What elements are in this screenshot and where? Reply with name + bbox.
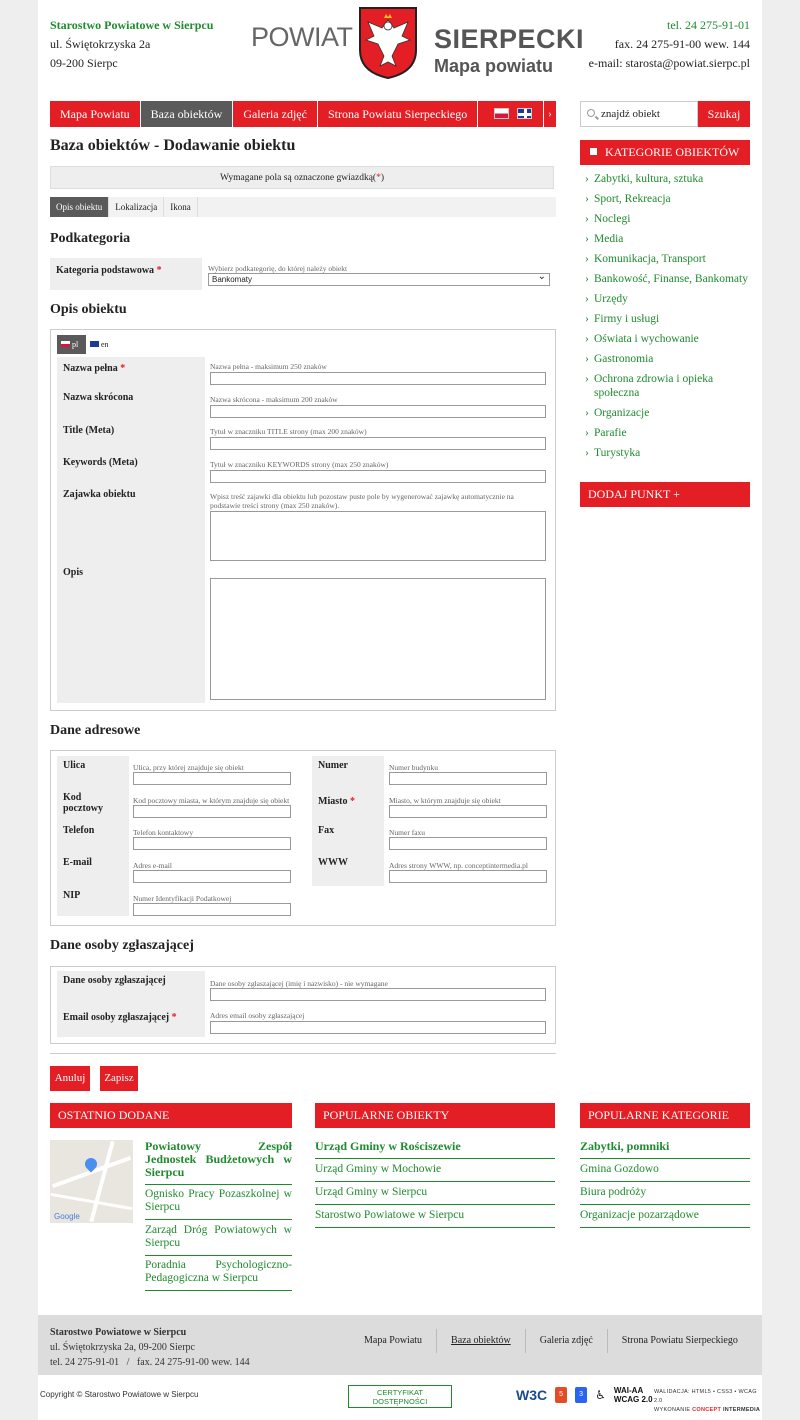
desc-label: Opis (63, 567, 84, 578)
popular-object-item[interactable]: Urząd Gminy w Sierpcu (315, 1186, 555, 1205)
address-heading: Dane adresowe (50, 723, 141, 738)
header-contact-left (50, 16, 213, 73)
save-button[interactable]: Zapisz (100, 1066, 138, 1091)
city-label: Miasto * (318, 796, 355, 807)
full-name-hint: Nazwa pełna - maksimum 250 znaków (210, 362, 327, 371)
html5-icon[interactable]: 5 (555, 1387, 567, 1403)
zip-label: Kod pocztowy (63, 792, 103, 814)
footer-phones: tel. 24 275-91-01 / fax. 24 275-91-00 wew. 144 (50, 1357, 250, 1368)
street-hint: Ulica, przy której znajduje się obiekt (133, 763, 244, 772)
header-email[interactable]: e-mail: starosta@powiat.sierpc.pl (588, 56, 750, 70)
category-item[interactable]: › Noclegi (580, 212, 750, 226)
number-label: Numer (318, 760, 348, 771)
reporter-email-label: Email osoby zgłaszającej * (63, 1012, 177, 1023)
footer-org-name: Starostwo Powiatowe w Sierpcu (50, 1327, 187, 1338)
short-name-input[interactable] (210, 405, 546, 418)
category-item[interactable]: › Komunikacja, Transport (580, 252, 750, 266)
search-button[interactable]: Szukaj (698, 101, 750, 127)
city-input[interactable] (389, 805, 547, 818)
recent-header: OSTATNIO DODANE (50, 1103, 292, 1128)
reporter-name-input[interactable] (210, 988, 546, 1001)
wai-aa-badge[interactable]: WAI-AA WCAG 2.0 (613, 1386, 653, 1404)
header-org-name[interactable]: Starostwo Powiatowe w Sierpcu (50, 18, 214, 32)
categories-list (580, 172, 750, 466)
categories-header (580, 140, 750, 165)
nav-item-strona[interactable]: Strona Powiatu Sierpeckiego (318, 101, 478, 127)
nip-input[interactable] (133, 903, 291, 916)
logo-mapa-text[interactable]: Mapa powiatu (434, 56, 554, 76)
short-name-hint: Nazwa skrócona - maksimum 200 znaków (210, 395, 338, 404)
street-label: Ulica (63, 760, 86, 771)
www-hint: Adres strony WWW, np. conceptintermedia.pl (389, 861, 528, 870)
nav-next-arrow-icon[interactable]: › (543, 101, 556, 127)
phone-label: Telefon (63, 825, 95, 836)
category-item[interactable]: › Gastronomia (580, 352, 750, 366)
popular-categories-header: POPULARNE KATEGORIE (580, 1103, 750, 1128)
category-item[interactable]: › Parafie (580, 426, 750, 440)
email-input[interactable] (133, 870, 291, 883)
description-labels-column (57, 357, 205, 703)
subcategory-heading: Podkategoria (50, 231, 131, 246)
popular-object-item[interactable]: Urząd Gminy w Rościszewie (315, 1140, 555, 1159)
category-item[interactable]: › Media (580, 232, 750, 246)
email-label: E-mail (63, 857, 92, 868)
meta-keywords-label: Keywords (Meta) (63, 457, 138, 468)
phone-hint: Telefon kontaktowy (133, 828, 194, 837)
fax-hint: Numer faxu (389, 828, 426, 837)
fax-label: Fax (318, 825, 335, 836)
search-placeholder: znajdź obiekt (601, 108, 660, 120)
flag-pl-icon[interactable] (494, 108, 509, 119)
required-note: Wymagane pola są oznaczone gwiazdką(*) (50, 166, 554, 189)
recent-item[interactable]: Zarząd Dróg Powiatowych w Sierpcu (145, 1224, 292, 1256)
category-item[interactable]: › Sport, Rekreacja (580, 192, 750, 206)
lang-tab-pl[interactable]: pl (57, 335, 86, 354)
reporter-name-label: Dane osoby zgłaszającej (63, 975, 166, 986)
street-input[interactable] (133, 772, 291, 785)
add-point-button[interactable]: DODAJ PUNKT + (580, 482, 750, 507)
subcategory-label: Kategoria podstawowa * (50, 258, 202, 290)
category-item[interactable]: › Zabytki, kultura, sztuka (580, 172, 750, 186)
validation-line: WALIDACJA: HTML5 • CSS3 • WCAG 2.0 (654, 1389, 757, 1404)
categories-title: KATEGORIE OBIEKTÓW (605, 145, 740, 159)
email-hint: Adres e-mail (133, 861, 172, 870)
tab-lokalizacja[interactable]: Lokalizacja (109, 197, 164, 217)
accessibility-certificate-badge[interactable]: CERTYFIKAT DOSTĘPNOŚCI (348, 1385, 452, 1408)
validation-badges (516, 1386, 653, 1404)
teaser-hint: Wpisz treść zajawki dla obiektu lub pozostaw puste pole by wygenerować zajawkę automatycznie na podstawie treści strony (max 250 znaków). (210, 492, 514, 510)
meta-title-label: Title (Meta) (63, 425, 115, 436)
nip-hint: Numer Identyfikacji Podatkowej (133, 894, 232, 903)
city-hint: Miasto, w którym znajduje się obiekt (389, 796, 501, 805)
popular-category-item[interactable]: Zabytki, pomniki (580, 1140, 750, 1159)
page-title: Baza obiektów - Dodawanie obiektu (50, 137, 296, 154)
square-bullet-icon (590, 148, 597, 155)
recent-map-thumbnail[interactable] (50, 1140, 133, 1223)
meta-title-hint: Tytuł w znaczniku TITLE strony (max 200 znaków) (210, 427, 367, 436)
made-by-line[interactable]: WYKONANIE CONCEPT INTERMEDIA (654, 1407, 761, 1413)
full-name-input[interactable] (210, 372, 546, 385)
footer-nav-galeria[interactable]: Galeria zdjęć (526, 1329, 608, 1353)
category-item[interactable]: › Organizacje (580, 406, 750, 420)
logo-powiat-text[interactable]: POWIAT (251, 22, 353, 52)
zip-hint: Kod pocztowy miasta, w którym znajduje się obiekt (133, 796, 290, 805)
www-input[interactable] (389, 870, 547, 883)
desc-textarea[interactable] (210, 578, 546, 700)
meta-keywords-hint: Tytuł w znaczniku KEYWORDS strony (max 250 znaków) (210, 460, 389, 469)
footer-address: ul. Świętokrzyska 2a, 09-200 Sierpc (50, 1342, 195, 1353)
header-contact-right (589, 16, 750, 73)
nip-label: NIP (63, 890, 81, 901)
copyright: Copyright © Starostwo Powiatowe w Sierpcu (40, 1390, 199, 1399)
header-city: 09-200 Sierpc (50, 56, 118, 70)
number-input[interactable] (389, 772, 547, 785)
full-name-label: Nazwa pełna * (63, 363, 126, 374)
wheelchair-icon: ♿ (595, 1388, 606, 1402)
header-street: ul. Świętokrzyska 2a (50, 37, 151, 51)
header-fax: fax. 24 275-91-00 wew. 144 (614, 37, 750, 51)
language-flags (494, 108, 532, 119)
popular-category-item[interactable]: Organizacje pozarządowe (580, 1209, 750, 1228)
fax-input[interactable] (389, 837, 547, 850)
tab-opis[interactable]: Opis obiektu (50, 197, 109, 217)
footer-nav-mapa[interactable]: Mapa Powiatu (350, 1329, 437, 1353)
category-item[interactable]: › Urzędy (580, 292, 750, 306)
teaser-textarea[interactable] (210, 511, 546, 561)
subcategory-hint: Wybierz podkategorię, do której należy obiekt (208, 264, 348, 273)
footer (38, 1315, 762, 1375)
category-item[interactable]: › Bankowość, Finanse, Bankomaty (580, 272, 750, 286)
nav-item-galeria[interactable]: Galeria zdjęć (233, 101, 318, 127)
category-item[interactable]: › Oświata i wychowanie (580, 332, 750, 346)
form-divider (50, 1053, 556, 1054)
category-item[interactable]: › Turystyka (580, 446, 750, 460)
meta-title-input[interactable] (210, 437, 546, 450)
popular-object-item[interactable]: Urząd Gminy w Mochowie (315, 1163, 555, 1182)
reporter-heading: Dane osoby zgłaszającej (50, 938, 194, 953)
coat-of-arms-icon[interactable] (358, 6, 418, 80)
footer-nav-baza[interactable]: Baza obiektów (437, 1329, 526, 1353)
short-name-label: Nazwa skrócona (63, 392, 134, 403)
subcategory-select[interactable]: Bankomaty ⌄ (208, 273, 550, 286)
nav-item-baza[interactable]: Baza obiektów (141, 101, 234, 127)
search-input[interactable] (580, 101, 698, 127)
recent-item[interactable]: Poradnia Psychologiczno-Pedagogiczna w Sierpcu (145, 1259, 292, 1291)
flag-pl-icon (61, 341, 70, 347)
header-phone: tel. 24 275-91-01 (667, 18, 750, 32)
w3c-icon[interactable]: W3C (516, 1387, 548, 1403)
logo-sierpecki-text[interactable]: SIERPECKI (434, 24, 585, 54)
flag-en-icon (90, 341, 99, 347)
teaser-label: Zajawka obiektu (63, 489, 136, 500)
recent-item[interactable]: Ognisko Pracy Pozaszkolnej w Sierpcu (145, 1188, 292, 1220)
popular-objects-header: POPULARNE OBIEKTY (315, 1103, 555, 1128)
popular-category-item[interactable]: Biura podróży (580, 1186, 750, 1205)
www-label: WWW (318, 857, 348, 868)
phone-input[interactable] (133, 837, 291, 850)
main-nav (50, 101, 556, 127)
footer-nav (350, 1329, 752, 1353)
cancel-button[interactable]: Anuluj (50, 1066, 90, 1091)
reporter-email-hint: Adres email osoby zgłaszającej (210, 1011, 305, 1020)
page (38, 0, 762, 1420)
category-item[interactable]: › Ochrona zdrowia i opieka społeczna (580, 372, 750, 400)
popular-object-item[interactable]: Starostwo Powiatowe w Sierpcu (315, 1209, 555, 1228)
recent-item[interactable]: Powiatowy Zespół Jednostek Budżetowych w Sierpcu (145, 1140, 292, 1185)
footer-contact (50, 1325, 250, 1370)
google-logo: Google (54, 1212, 80, 1221)
nav-item-mapa[interactable]: Mapa Powiatu (50, 101, 141, 127)
category-item[interactable]: › Firmy i usługi (580, 312, 750, 326)
zip-input[interactable] (133, 805, 291, 818)
lang-tab-en[interactable]: en (90, 335, 109, 354)
search-icon (587, 109, 595, 117)
validation-credits (654, 1388, 762, 1415)
css3-icon[interactable]: 3 (575, 1387, 587, 1403)
tab-ikona[interactable]: Ikona (164, 197, 198, 217)
reporter-name-hint: Dane osoby zgłaszającej (imię i nazwisko) - nie wymagane (210, 979, 388, 988)
flag-en-icon[interactable] (517, 108, 532, 119)
footer-nav-strona[interactable]: Strona Powiatu Sierpeckiego (621, 1335, 738, 1346)
description-heading: Opis obiektu (50, 302, 127, 317)
reporter-email-input[interactable] (210, 1021, 546, 1034)
form-tabs (50, 197, 556, 217)
popular-category-item[interactable]: Gmina Gozdowo (580, 1163, 750, 1182)
meta-keywords-input[interactable] (210, 470, 546, 483)
number-hint: Numer budynku (389, 763, 438, 772)
